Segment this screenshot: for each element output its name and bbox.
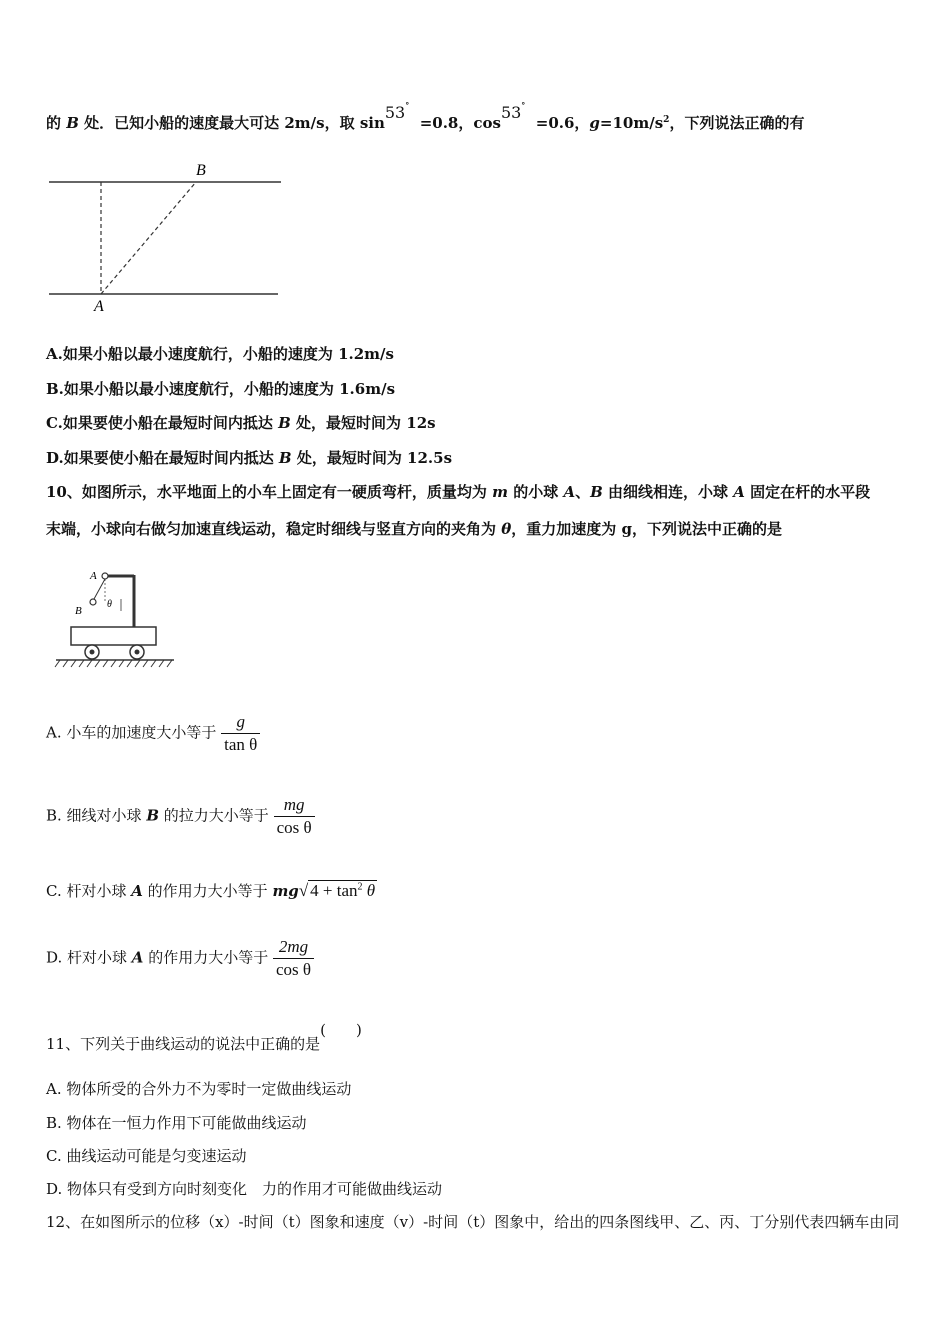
fraction-denominator: cos θ: [276, 818, 312, 837]
option-text: C. 曲线运动可能是匀变速运动: [46, 1147, 247, 1165]
q12-stem: [46, 1211, 899, 1232]
radicand-exponent: 2: [357, 881, 363, 893]
diagonal-path: [101, 182, 196, 294]
q10-theta: θ: [501, 520, 512, 538]
q10-option-a: [46, 712, 260, 755]
fraction-numerator: mg: [274, 795, 315, 817]
q10-text: 由细线相连，小球: [602, 483, 734, 501]
option-text: 处，最短时间为 12.5s: [291, 449, 453, 467]
ball-b: [90, 599, 96, 605]
option-text: D. 杆对小球: [46, 948, 132, 967]
q10-a: A: [563, 483, 576, 501]
fraction-numerator: g: [221, 712, 260, 734]
q9-river-figure: [40, 155, 290, 315]
option-italic: B: [278, 449, 292, 467]
q11-stem: [46, 1021, 362, 1054]
q9-stem-text: =0.8，cos: [419, 114, 501, 132]
option-italic: B: [278, 414, 291, 432]
option-italic: B: [146, 806, 160, 825]
q10-stem-line1: [46, 481, 870, 502]
wheel-hub: [135, 650, 140, 655]
option-text: A. 物体所受的合外力不为零时一定做曲线运动: [46, 1080, 352, 1098]
q11-option-b: [46, 1112, 307, 1133]
option-italic: A: [131, 948, 144, 967]
option-text: D.如果要使小船在最短时间内抵达: [46, 449, 279, 467]
q10-option-d: [46, 937, 314, 980]
q10-cart-figure: [50, 565, 180, 675]
q9-stem-text: =10m/s: [599, 114, 664, 132]
q9-stem-text: ，下列说法正确的有: [669, 114, 805, 132]
q10-m: m: [492, 483, 508, 501]
q10-option-c: [46, 880, 377, 901]
q10-text: 的小球: [507, 483, 564, 501]
option-text: C.如果要使小船在最短时间内抵达: [46, 414, 279, 432]
option-mg: mg: [272, 882, 299, 900]
label-a: A: [94, 298, 104, 315]
option-text: D. 物体只有受到方向时刻变化 力的作用才可能做曲线运动: [46, 1180, 443, 1198]
q10-text: ，重力加速度为 g，下列说法中正确的是: [511, 520, 782, 538]
square-root: √ $4 + \tan^2 \theta$: [298, 881, 376, 900]
q9-square: 2: [663, 115, 670, 125]
option-text: B. 细线对小球: [46, 806, 147, 825]
q9-stem-text: 的: [46, 114, 67, 132]
q9-option-a: [46, 343, 394, 364]
q9-angle-53: 53: [500, 103, 522, 122]
q12-stem-text: 12、在如图所示的位移（x）-时间（t）图象和速度（v）-时间（t）图象中，给出的四条图线甲、乙、丙、丁分别代表四辆车由同: [46, 1213, 900, 1231]
option-text: B.如果小船以最小速度航行，小船的速度为 1.6m/s: [46, 380, 396, 398]
radicand: [308, 880, 377, 900]
q10-text: 10、如图所示，水平地面上的小车上固定有一硬质弯杆，质量均为: [46, 483, 493, 501]
answer-blank: ( ): [320, 1021, 362, 1039]
string: [94, 579, 105, 599]
option-italic: A: [131, 882, 143, 900]
q10-b: B: [590, 483, 603, 501]
option-text: A.如果小船以最小速度航行，小船的速度为 1.2m/s: [46, 345, 394, 363]
fraction: [221, 712, 260, 755]
wheel-hub: [90, 650, 95, 655]
option-text: 的作用力大小等于: [143, 948, 273, 967]
q11-stem-text: 11、下列关于曲线运动的说法中正确的是: [46, 1035, 321, 1053]
option-text: 处，最短时间为 12s: [290, 414, 436, 432]
label-b: B: [75, 605, 82, 617]
q9-stem-text: =0.6，: [535, 114, 590, 132]
option-text: 的拉力大小等于: [159, 806, 274, 825]
q9-option-b: [46, 378, 395, 399]
q10-text: 、: [575, 483, 591, 501]
q9-option-d: [46, 447, 452, 468]
q10-stem-line2: [46, 518, 782, 539]
q9-option-c: [46, 412, 436, 433]
q10-option-b: [46, 795, 315, 838]
option-text: 的作用力大小等于: [142, 882, 273, 900]
fraction-denominator: tan θ: [224, 735, 258, 754]
fraction: [273, 937, 314, 980]
option-text: C. 杆对小球: [46, 882, 132, 900]
option-text: A. 小车的加速度大小等于: [46, 723, 222, 742]
label-b: B: [196, 162, 206, 179]
ground-hatching: [55, 660, 172, 667]
fraction-numerator: 2mg: [273, 937, 314, 959]
q11-option-a: [46, 1078, 351, 1099]
ball-a: [102, 573, 108, 579]
q10-text: 末端，小球向右做匀加速直线运动，稳定时细线与竖直方向的夹角为: [46, 520, 502, 538]
label-a: A: [90, 570, 97, 582]
radicand-theta: θ: [362, 881, 376, 900]
label-theta: θ: [107, 599, 112, 610]
q10-a: A: [733, 483, 745, 501]
q11-option-c: [46, 1145, 246, 1166]
q9-stem-text: 处．已知小船的速度最大可达 2m/s，取 sin: [78, 114, 385, 132]
option-text: B. 物体在一恒力作用下可能做曲线运动: [46, 1114, 307, 1132]
q11-option-d: [46, 1178, 442, 1199]
q9-g: g: [589, 114, 600, 132]
fraction: [274, 795, 315, 838]
cart-body: [71, 627, 156, 645]
q9-point-b: B: [66, 114, 79, 132]
q10-text: 固定在杆的水平段: [744, 483, 871, 501]
q9-angle-53: 53: [384, 103, 406, 122]
q9-stem: 的 B 处．已知小船的速度最大可达 2m/s，取 sin53° =0.8，cos53° =0.6，$g=10m/s^2$，下列说法正确的有: [46, 100, 805, 132]
fraction-denominator: cos θ: [275, 960, 312, 979]
radicand-text: 4 + tan: [310, 881, 358, 900]
